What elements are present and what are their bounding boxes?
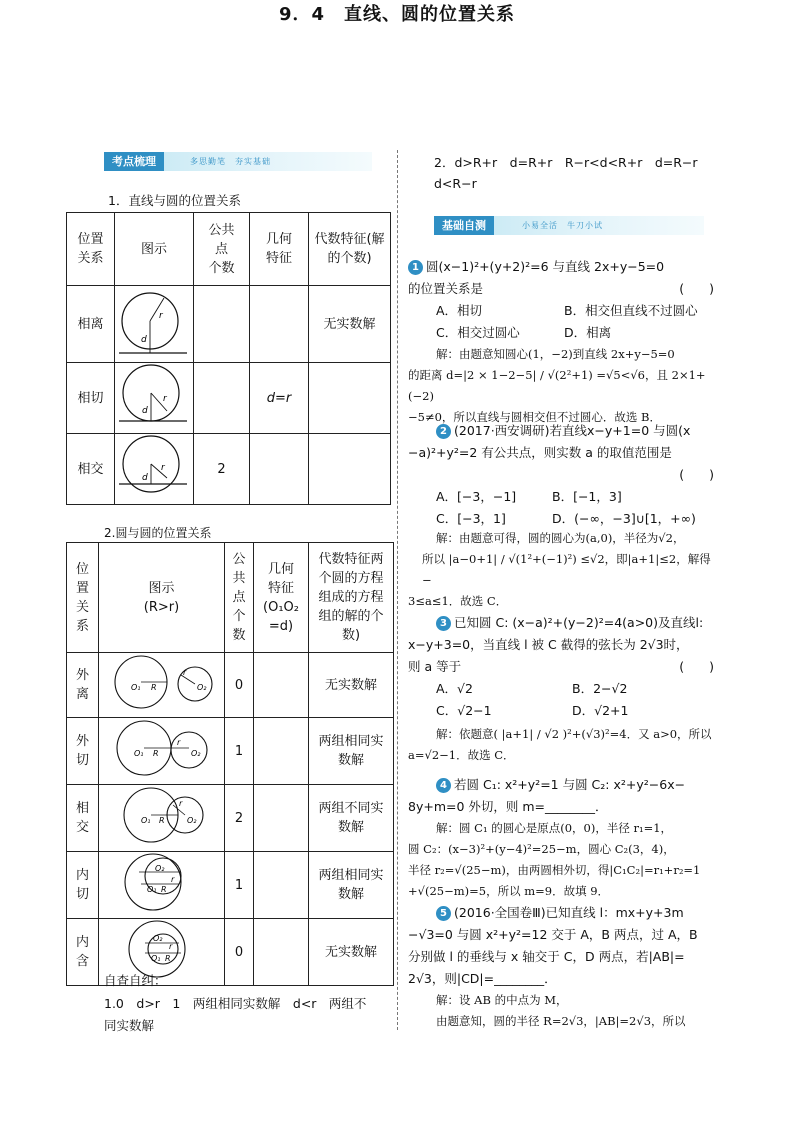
relation-cell: 相 交 <box>67 785 99 852</box>
geometric-cell <box>254 785 309 852</box>
solution-line: 圆 C₂：(x−3)²+(y−4)²=25−m，圆心 C₂(3，4)， <box>408 842 675 856</box>
fig-label-r: r <box>159 311 163 321</box>
option: B．2−√2 <box>572 681 628 696</box>
svg-text:r: r <box>182 668 186 677</box>
solution-line: 解：依题意( |a+1| / √2 )²+(√3)²=4．又 a>0，所以 <box>436 727 712 741</box>
figure-external-tangent <box>99 718 225 785</box>
solution-line: 解：圆 C₁ 的圆心是原点(0，0)，半径 r₁=1， <box>436 821 673 835</box>
solution-line: 3≤a≤1．故选 C． <box>408 594 508 608</box>
figure-separate <box>115 286 194 363</box>
svg-text:r: r <box>176 738 180 747</box>
question-2 <box>408 420 714 530</box>
solution-line: 解：由题意可得，圆的圆心为(a,0)，半径为√2， <box>436 531 685 545</box>
table2-header: 位 置 关 系 <box>67 543 99 653</box>
solution-2 <box>408 528 714 612</box>
option: C．相交过圆心 <box>436 325 520 340</box>
svg-text:O₁: O₁ <box>150 954 161 963</box>
question-5 <box>408 902 714 990</box>
svg-text:O₁: O₁ <box>146 885 157 894</box>
geometric-cell <box>250 434 309 505</box>
question-text: 的位置关系是 <box>408 281 484 296</box>
points-cell <box>194 363 250 434</box>
fig-label-r: r <box>161 463 165 473</box>
question-text: 则 a 等于 <box>408 659 462 674</box>
points-cell <box>194 286 250 363</box>
geometric-cell <box>254 653 309 718</box>
banner-tag: 考点梳理 <box>104 152 164 171</box>
table2-header: 几何 特征 (O₁O₂ =d) <box>254 543 309 653</box>
svg-text:O₁: O₁ <box>133 749 144 758</box>
option: B．[−1，3] <box>552 489 622 504</box>
table2-header: 图示 (R>r) <box>99 543 225 653</box>
points-cell: 2 <box>194 434 250 505</box>
algebraic-cell <box>309 363 391 434</box>
question-number-badge: 3 <box>436 616 451 631</box>
geometric-cell <box>254 852 309 919</box>
points-cell: 0 <box>225 919 254 986</box>
question-number-badge: 5 <box>436 906 451 921</box>
geometric-cell <box>254 718 309 785</box>
figure-external-separate <box>99 653 225 718</box>
self-check-line: 1.0 d>r 1 两组相同实数解 d<r 两组不 <box>104 996 367 1011</box>
option: B．相交但直线不过圆心 <box>564 303 698 318</box>
solution-line: 解：由题意知圆心(1，−2)到直线 2x+y−5=0 <box>436 347 675 361</box>
figure-intersecting <box>99 785 225 852</box>
section-banner-kaodian <box>104 152 372 171</box>
svg-text:R: R <box>158 816 165 825</box>
relation-cell: 相交 <box>67 434 115 505</box>
column-divider <box>397 150 398 1030</box>
svg-text:R: R <box>152 749 159 758</box>
question-text: 分别做 l 的垂线与 x 轴交于 C，D 两点，若|AB|= <box>408 949 685 964</box>
question-text: 圆(x−1)²+(y+2)²=6 与直线 2x+y−5=0 <box>426 259 665 274</box>
svg-text:O₂: O₂ <box>196 683 207 692</box>
figure-intersect <box>115 434 194 505</box>
option: A．[−3，−1] <box>436 489 517 504</box>
fig-label-d: d <box>141 335 147 345</box>
option: D．(−∞，−3]∪[1，+∞) <box>552 511 696 526</box>
solution-line: −5≠0，所以直线与圆相交但不过圆心．故选 B． <box>408 410 662 424</box>
figure-internal-tangent <box>99 852 225 919</box>
algebraic-cell: 无实数解 <box>309 919 394 986</box>
svg-text:O₁: O₁ <box>140 816 151 825</box>
relation-cell: 外 切 <box>67 718 99 785</box>
question-1 <box>408 256 714 344</box>
solution-line: 由题意知，圆的半径 R=2√3，|AB|=2√3，所以 <box>436 1014 686 1028</box>
svg-text:O₂: O₂ <box>152 934 163 943</box>
table1-header: 位置 关系 <box>67 213 115 286</box>
option: A．√2 <box>436 681 473 696</box>
table1-header: 代数特征(解 的个数) <box>309 213 391 286</box>
svg-text:O₂: O₂ <box>186 816 197 825</box>
question-text: −√3=0 与圆 x²+y²=12 交于 A，B 两点，过 A，B <box>408 927 698 942</box>
fig-label-d: d <box>142 473 148 483</box>
banner-slogan: 小易全活 牛刀小试 <box>522 221 603 230</box>
svg-text:r: r <box>170 875 174 884</box>
solution-line: +√(25−m)=5，所以 m=9．故填 9． <box>408 884 610 898</box>
algebraic-cell: 两组不同实 数解 <box>309 785 394 852</box>
banner-slogan: 多思勤笔 夯实基础 <box>190 157 271 166</box>
solution-4 <box>408 818 714 902</box>
self-check-heading: 自查自纠： <box>104 973 167 988</box>
svg-text:O₂: O₂ <box>190 749 201 758</box>
points-cell: 1 <box>225 852 254 919</box>
relation-cell: 外 离 <box>67 653 99 718</box>
geometric-cell: d=r <box>250 363 309 434</box>
geometric-cell <box>254 919 309 986</box>
answer-paren: ( ) <box>679 467 714 482</box>
page-title: 9．4 直线、圆的位置关系 <box>278 4 516 25</box>
self-check-line: 2．d>R+r d=R+r R−r<d<R+r d=R−r <box>434 155 698 170</box>
question-text: 8y+m=0 外切，则 m=________． <box>408 799 608 814</box>
solution-line: 半径 r₂=√(25−m)，由两圆相外切，得|C₁C₂|=r₁+r₂=1 <box>408 863 701 877</box>
circle-circle-table <box>66 542 394 986</box>
question-text: 若圆 C₁: x²+y²=1 与圆 C₂: x²+y²−6x− <box>454 777 686 792</box>
geometric-cell <box>250 286 309 363</box>
fig-label-d: d <box>142 406 148 416</box>
table2-header: 公 共 点 个 数 <box>225 543 254 653</box>
option: C．√2−1 <box>436 703 492 718</box>
table1-header: 几何 特征 <box>250 213 309 286</box>
solution-1 <box>408 344 714 428</box>
solution-3 <box>408 724 714 766</box>
algebraic-cell <box>309 434 391 505</box>
question-text: (2017·西安调研)若直线x−y+1=0 与圆(x <box>454 423 691 438</box>
solution-line: a=√2−1．故选 C． <box>408 748 515 762</box>
svg-text:O₂: O₂ <box>154 864 165 873</box>
section-banner-jichu <box>434 216 704 235</box>
question-text: −a)²+y²=2 有公共点，则实数 a 的取值范围是 <box>408 445 672 460</box>
answer-paren: ( ) <box>679 659 714 674</box>
solution-line: 解：设 AB 的中点为 M， <box>436 993 568 1007</box>
svg-text:R: R <box>150 683 157 692</box>
svg-text:O₁: O₁ <box>130 683 141 692</box>
question-text: x−y+3=0，当直线 l 被 C 截得的弦长为 2√3时， <box>408 637 689 652</box>
question-3 <box>408 612 714 722</box>
question-text: 2√3，则|CD|=________． <box>408 971 557 986</box>
solution-line: 的距离 d=|2 × 1−2−5| / √(2²+1) =√5<√6，且 2×1+(−2) <box>408 368 706 403</box>
solution-line: 所以 |a−0+1| / √(1²+(−1)²) ≤√2，即|a+1|≤2，解得− <box>422 552 711 587</box>
figure-tangent <box>115 363 194 434</box>
table1-header: 公共 点 个数 <box>194 213 250 286</box>
relation-cell: 相离 <box>67 286 115 363</box>
algebraic-cell: 无实数解 <box>309 286 391 363</box>
points-cell: 2 <box>225 785 254 852</box>
option: A．相切 <box>436 303 483 318</box>
answer-paren: ( ) <box>679 281 714 296</box>
algebraic-cell: 两组相同实 数解 <box>309 852 394 919</box>
question-number-badge: 2 <box>436 424 451 439</box>
points-cell: 0 <box>225 653 254 718</box>
question-number-badge: 4 <box>436 778 451 793</box>
svg-text:R: R <box>160 885 167 894</box>
svg-text:R: R <box>164 954 171 963</box>
question-text: (2016·全国卷Ⅲ)已知直线 l：mx+y+3m <box>454 905 684 920</box>
section2-heading: 2.圆与圆的位置关系 <box>104 526 212 540</box>
relation-cell: 内 切 <box>67 852 99 919</box>
option: D．√2+1 <box>572 703 629 718</box>
algebraic-cell: 无实数解 <box>309 653 394 718</box>
points-cell: 1 <box>225 718 254 785</box>
question-text: 已知圆 C: (x−a)²+(y−2)²=4(a>0)及直线l: <box>454 615 704 630</box>
svg-text:r: r <box>178 799 182 808</box>
relation-cell: 相切 <box>67 363 115 434</box>
svg-text:r: r <box>168 942 172 951</box>
self-check-line: 同实数解 <box>104 1018 155 1033</box>
fig-label-r: r <box>163 394 167 404</box>
question-number-badge: 1 <box>408 260 423 275</box>
option: D．相离 <box>564 325 612 340</box>
banner-tag: 基础自测 <box>434 216 494 235</box>
table1-header: 图示 <box>115 213 194 286</box>
algebraic-cell: 两组相同实 数解 <box>309 718 394 785</box>
section1-heading: 1．直线与圆的位置关系 <box>108 193 241 208</box>
question-4 <box>408 774 714 818</box>
table2-header: 代数特征两 个圆的方程 组成的方程 组的解的个 数) <box>309 543 394 653</box>
solution-5 <box>408 990 714 1032</box>
relation-cell: 内 含 <box>67 919 99 986</box>
self-check-line: d<R−r <box>434 176 477 191</box>
line-circle-table <box>66 212 391 505</box>
option: C．[−3，1] <box>436 511 506 526</box>
